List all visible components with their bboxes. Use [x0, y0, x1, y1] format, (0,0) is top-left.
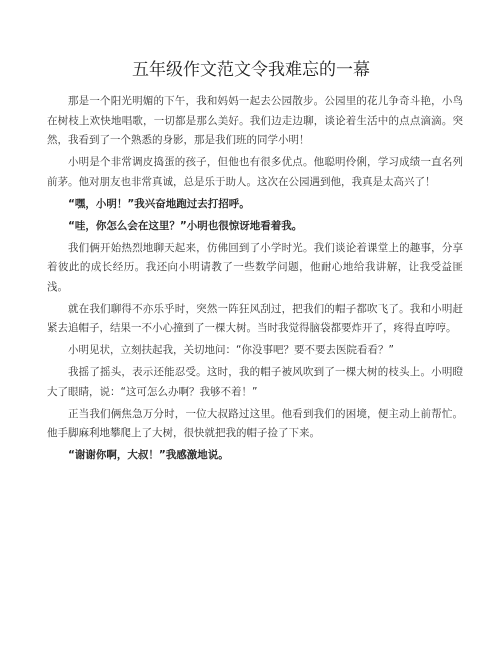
paragraph: “嘿，小明！”我兴奋地跑过去打招呼。	[68, 197, 250, 210]
paragraph: 我摇了摇头，表示还能忍受。这时，我的帽子被风吹到了一棵大树的枝头上。小明瞪大了眼睛，说：“这可怎么办啊？我够不着！”	[47, 366, 463, 398]
document-title: 五年级作文范文令我难忘的一幕	[132, 60, 370, 80]
paragraph: 小明是个非常调皮捣蛋的孩子，但他也有很多优点。他聪明伶俐，学习成绩一直名列前茅。他对朋友也非常真诚，总是乐于助人。这次在公园遇到他，我真是太高兴了！	[47, 156, 463, 188]
paragraph: 那是一个阳光明媚的下午，我和妈妈一起去公园散步。公园里的花儿争奇斗艳，小鸟在树枝上欢快地唱歌，一切都是那么美好。我们边走边聊，谈论着生活中的点点滴滴。突然，我看到了一个熟悉的身影，那是我们班的同学小明！	[47, 95, 463, 146]
document-body	[47, 92, 463, 468]
paragraph: 正当我们俩焦急万分时，一位大叔路过这里。他看到我们的困境，便主动上前帮忙。他手脚麻利地攀爬上了大树，很快就把我的帽子捡了下来。	[47, 407, 463, 439]
paragraph: 就在我们聊得不亦乐乎时，突然一阵狂风刮过，把我们的帽子都吹飞了。我和小明赶紧去追帽子，结果一不小心撞到了一棵大树。当时我觉得脑袋都要炸开了，疼得直哼哼。	[47, 302, 463, 334]
paragraph: “谢谢你啊，大叔！”我感激地说。	[68, 449, 229, 461]
paragraph: 我们俩开始热烈地聊天起来，仿佛回到了小学时光。我们谈论着课堂上的趣事，分享着彼此的成长经历。我还向小明请教了一些数学问题，他耐心地给我讲解，让我受益匪浅。	[47, 241, 463, 293]
paragraph: “哇，你怎么会在这里？”小明也很惊讶地看着我。	[68, 219, 303, 232]
paragraph: 小明见状，立刻扶起我，关切地问：“你没事吧？要不要去医院看看？”	[68, 344, 394, 356]
